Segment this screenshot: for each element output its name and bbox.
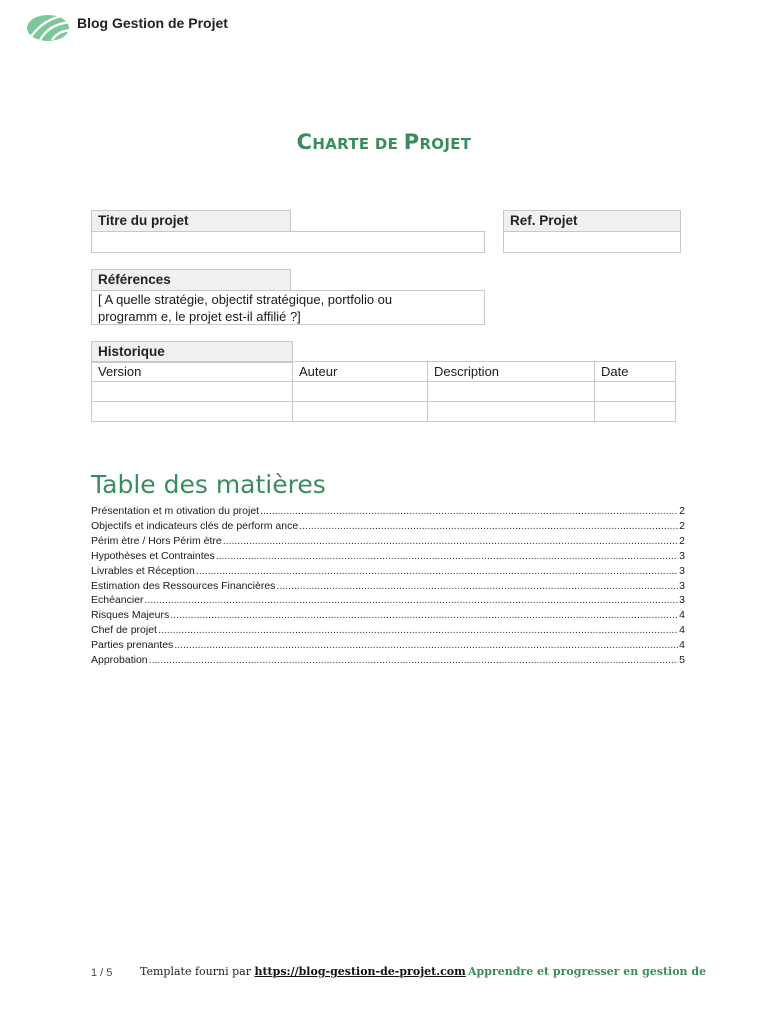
- toc-leader-dots: [174, 638, 678, 653]
- toc-leader-dots: [196, 564, 678, 579]
- toc-entry[interactable]: [91, 593, 685, 608]
- toc-list: [91, 504, 685, 668]
- toc-entry[interactable]: [91, 623, 685, 638]
- references-label: Références: [91, 269, 291, 291]
- table-cell[interactable]: [428, 402, 595, 422]
- toc-entry-text: Périm ètre / Hors Périm ètre: [91, 534, 222, 547]
- toc-entry-text: Hypothèses et Contraintes: [91, 549, 215, 562]
- toc-title: Table des matières: [91, 470, 326, 499]
- toc-leader-dots: [276, 579, 678, 594]
- toc-leader-dots: [260, 504, 678, 519]
- toc-entry[interactable]: [91, 534, 685, 549]
- toc-entry[interactable]: [91, 608, 685, 623]
- table-cell[interactable]: [595, 382, 676, 402]
- table-row: [92, 402, 676, 422]
- toc-entry-text: Chef de projet: [91, 624, 157, 637]
- toc-entry[interactable]: [91, 579, 685, 594]
- toc-entry[interactable]: [91, 519, 685, 534]
- toc-entry-page: 5: [679, 654, 685, 667]
- toc-entry-text: Présentation et m otivation du projet: [91, 505, 260, 517]
- toc-entry-page: 2: [679, 505, 685, 517]
- page-title: CHARTE DE PROJET: [296, 130, 472, 154]
- toc-leader-dots: [299, 519, 678, 534]
- toc-entry[interactable]: [91, 564, 685, 579]
- toc-entry[interactable]: [91, 638, 685, 653]
- toc-entry-page: 3: [679, 594, 685, 607]
- titre-projet-field[interactable]: [91, 231, 485, 253]
- toc-entry-text: Objectifs et indicateurs clés de perform ance: [91, 519, 299, 532]
- footer-slogan: Apprendre et progresser en gestion de: [468, 965, 707, 978]
- toc-entry[interactable]: [91, 504, 685, 519]
- historique-label: Historique: [91, 341, 293, 363]
- ref-projet-label: Ref. Projet: [503, 210, 681, 232]
- toc-entry[interactable]: [91, 653, 685, 668]
- toc-leader-dots: [216, 549, 678, 564]
- toc-leader-dots: [158, 623, 678, 638]
- footer-template-link[interactable]: https://blog-gestion-de-projet.com: [254, 965, 466, 978]
- table-cell[interactable]: [92, 402, 293, 422]
- footer-template-credit: [140, 965, 466, 978]
- table-cell[interactable]: [428, 382, 595, 402]
- toc-entry-page: 3: [679, 579, 685, 592]
- column-header-auteur: Auteur: [293, 362, 428, 382]
- page-number: 1 / 5: [91, 967, 113, 979]
- toc-leader-dots: [170, 608, 678, 623]
- ref-projet-field[interactable]: [503, 231, 681, 253]
- toc-entry-page: 2: [679, 534, 685, 547]
- toc-entry-text: Parties prenantes: [91, 639, 174, 652]
- toc-entry-text: Risques Majeurs: [91, 609, 170, 622]
- historique-table: [91, 361, 676, 422]
- references-field[interactable]: [91, 290, 485, 325]
- table-cell[interactable]: [92, 382, 293, 402]
- column-header-date: Date: [595, 362, 676, 382]
- toc-entry-text: Estimation des Ressources Financières: [91, 579, 276, 592]
- toc-leader-dots: [149, 653, 679, 668]
- column-header-description: Description: [428, 362, 595, 382]
- toc-entry-page: 4: [679, 609, 685, 622]
- toc-entry-text: Livrables et Réception: [91, 564, 195, 577]
- toc-leader-dots: [145, 593, 679, 608]
- blog-logo-text: Blog Gestion de Projet: [77, 15, 228, 31]
- table-row: [92, 382, 676, 402]
- table-header-row: [92, 362, 676, 382]
- toc-entry-page: 3: [679, 564, 685, 577]
- toc-entry-page: 4: [679, 624, 685, 637]
- toc-entry-page: 4: [679, 639, 685, 652]
- table-cell[interactable]: [293, 382, 428, 402]
- table-cell[interactable]: [293, 402, 428, 422]
- blog-logo-icon: [26, 10, 78, 42]
- toc-entry-text: Echéancier: [91, 594, 144, 607]
- table-cell[interactable]: [595, 402, 676, 422]
- references-placeholder-line1: [ A quelle stratégie, objectif stratégique, portfolio ou: [98, 292, 393, 307]
- references-placeholder-line2: programm e, le projet est-il affilié ?]: [98, 309, 301, 324]
- footer-template-prefix: Template fourni par: [140, 965, 255, 978]
- toc-entry-text: Approbation: [91, 654, 148, 667]
- column-header-version: Version: [92, 362, 293, 382]
- toc-entry[interactable]: [91, 549, 685, 564]
- toc-entry-page: 2: [679, 519, 685, 532]
- toc-entry-page: 3: [679, 549, 685, 562]
- toc-leader-dots: [223, 534, 678, 549]
- titre-projet-label: Titre du projet: [91, 210, 291, 232]
